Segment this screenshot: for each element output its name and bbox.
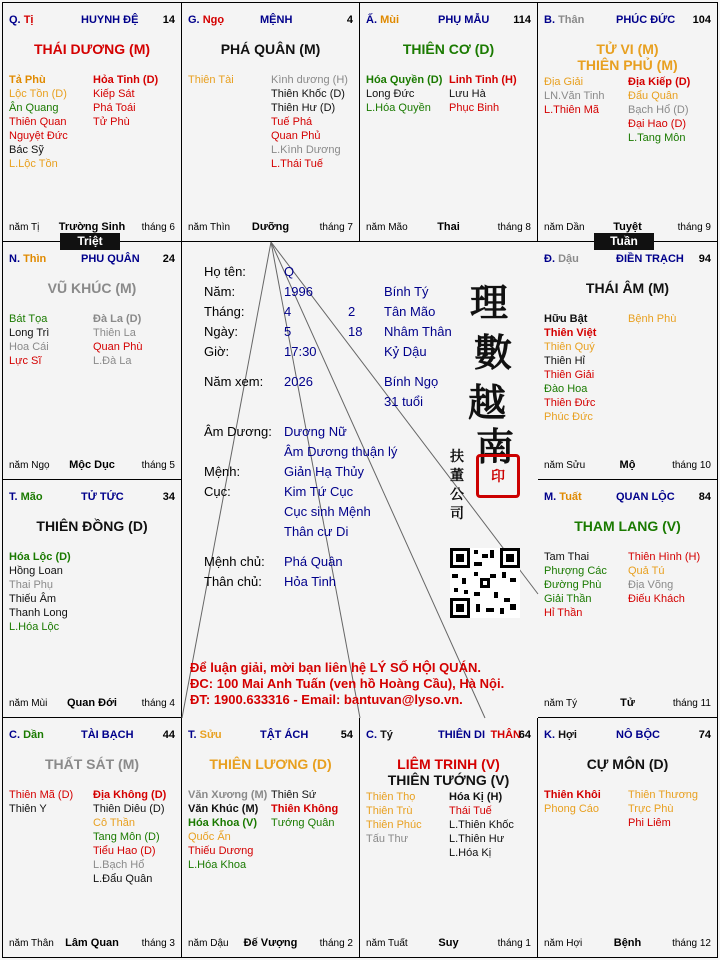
life-stage: Trường Sinh — [58, 221, 126, 233]
minor-star: Hỏa Tinh (D) — [93, 74, 159, 86]
minor-star: Hỉ Thần — [544, 607, 583, 619]
minor-star: L.Kình Dương — [271, 144, 341, 156]
tuan-tag: Tuần — [594, 233, 654, 250]
month-label: tháng 7 — [319, 222, 353, 233]
minor-star: Địa Giải — [544, 76, 584, 88]
palace-number: 84 — [698, 491, 711, 503]
main-star: LIÊM TRINH (V) — [397, 756, 500, 772]
label-thang: Tháng: — [204, 304, 245, 319]
label-ngay: Ngày: — [204, 324, 238, 339]
minor-star: Thiên Khôi — [544, 789, 601, 801]
palace-branch: C. Tý — [366, 729, 393, 741]
minor-star: Thiên Việt — [544, 327, 597, 339]
minor-star: Bạch Hổ (D) — [628, 104, 689, 116]
year-label: năm Tị — [9, 222, 40, 233]
palace-name: NÔ BỘC — [616, 729, 660, 741]
value-than-cu: Thân cư Di — [284, 524, 349, 539]
minor-star: Thiên Giải — [544, 369, 595, 381]
calligraphy-char-2: 數 — [474, 330, 513, 375]
calligraphy-char-1: 理 — [470, 280, 509, 325]
value-menh: Giản Hạ Thủy — [284, 464, 364, 479]
minor-star: Hoa Cái — [9, 341, 49, 353]
palace-name: PHU QUÂN — [81, 253, 140, 265]
main-star: THÁI ÂM (M) — [585, 280, 670, 296]
minor-star: Tiểu Hao (D) — [93, 845, 156, 857]
minor-star: Thiên La — [93, 327, 136, 339]
life-stage: Suy — [438, 937, 459, 949]
minor-star: Phá Toái — [93, 102, 136, 114]
calligraphy-char-4: 南 — [476, 424, 515, 469]
value-ho-ten: Q — [284, 264, 295, 279]
palace-number: 54 — [340, 729, 353, 741]
label-am-duong: Âm Dương: — [204, 424, 272, 439]
value-ngay-dl: 5 — [284, 324, 292, 339]
month-label: tháng 11 — [672, 698, 711, 709]
minor-star: Hóa Quyền (D) — [366, 74, 443, 86]
minor-star: L.Đẩu Quân — [93, 873, 153, 885]
minor-star: L.Hóa Lộc — [9, 621, 60, 633]
minor-star: Phong Cáo — [544, 803, 600, 815]
main-star: THIÊN TƯỚNG (V) — [387, 772, 510, 788]
month-label: tháng 1 — [497, 938, 531, 949]
minor-star: L.Tang Môn — [628, 132, 686, 144]
minor-star: Quan Phù — [93, 341, 143, 353]
value-menh-chu: Phá Quân — [284, 554, 343, 569]
label-than-chu: Thân chủ: — [204, 574, 262, 589]
palace-number: 104 — [692, 14, 711, 26]
minor-star: LN.Văn Tinh — [544, 90, 605, 102]
minor-star: Thái Tuế — [449, 805, 492, 817]
minor-star: Hóa Lộc (D) — [9, 551, 71, 563]
minor-star: Thiên Quý — [544, 341, 595, 353]
label-gio: Giờ: — [204, 344, 230, 359]
palace-name: MỆNH — [260, 14, 293, 26]
minor-star: L.Đà La — [93, 355, 132, 367]
main-star: THẤT SÁT (M) — [44, 756, 140, 772]
palace-branch: C. Dần — [9, 729, 44, 741]
month-label: tháng 12 — [672, 938, 711, 949]
month-label: tháng 10 — [672, 460, 711, 471]
minor-star: Tam Thai — [544, 551, 590, 563]
label-nam-xem: Năm xem: — [204, 374, 264, 389]
minor-star: Thiên Trù — [366, 805, 413, 817]
minor-star: L.Hóa Kị — [449, 847, 492, 859]
palace-branch: Q. Tị — [9, 14, 34, 26]
minor-star: Thiên Diêu (D) — [93, 803, 165, 815]
year-label: năm Dần — [544, 222, 585, 233]
value-nam: 1996 — [284, 284, 313, 299]
minor-star: Lộc Tồn (D) — [9, 88, 67, 100]
palace-branch: M. Tuất — [544, 491, 582, 503]
palace-number: 34 — [162, 491, 175, 503]
minor-star: Tuế Phá — [271, 116, 313, 128]
value-thang-dl: 4 — [284, 304, 292, 319]
minor-star: Thiên Khốc (D) — [271, 88, 345, 100]
palace-branch: Ấ. Mùi — [366, 14, 400, 26]
minor-star: Văn Khúc (M) — [188, 803, 259, 815]
palace-name: TỬ TỨC — [81, 491, 124, 503]
main-star: THIÊN PHỦ (M) — [577, 57, 678, 73]
main-star: CỰ MÔN (D) — [586, 756, 669, 772]
minor-star: Cô Thần — [93, 817, 135, 829]
minor-star: Thiên Phúc — [366, 819, 422, 831]
minor-star: Lưu Hà — [449, 88, 486, 100]
minor-star: Phục Binh — [449, 102, 500, 114]
minor-star: Quan Phủ — [271, 130, 321, 142]
red-seal-stamp: 印 — [476, 454, 520, 498]
value-nam-can-chi: Bính Tý — [384, 284, 429, 299]
main-star: THIÊN LƯƠNG (D) — [209, 756, 332, 772]
qr-code[interactable] — [450, 548, 520, 618]
minor-star: Thiên Y — [9, 803, 47, 815]
palace-number: 94 — [698, 253, 711, 265]
life-stage: Lâm Quan — [65, 937, 119, 949]
main-star: THIÊN ĐỒNG (D) — [36, 518, 148, 534]
main-star: TỬ VI (M) — [596, 41, 659, 57]
minor-star: Đại Hao (D) — [628, 118, 687, 130]
minor-star: Thiên Thương — [628, 789, 699, 801]
palace-branch: T. Mão — [9, 491, 43, 503]
label-ho-ten: Họ tên: — [204, 264, 246, 279]
palace-branch: B. Thân — [544, 14, 585, 26]
month-label: tháng 4 — [141, 698, 175, 709]
minor-star: Tướng Quân — [271, 817, 335, 829]
minor-star: Bệnh Phù — [628, 313, 677, 325]
month-label: tháng 9 — [677, 222, 711, 233]
calligraphy-small: 扶 董 公 司 — [450, 449, 464, 522]
palace-name: HUYNH ĐỆ — [81, 14, 139, 26]
minor-star: Bát Tọa — [9, 313, 48, 325]
minor-star: Hóa Kị (H) — [449, 791, 503, 803]
minor-star: Ân Quang — [9, 102, 59, 114]
minor-star: Địa Kiếp (D) — [628, 76, 691, 88]
minor-star: Đẩu Quân — [628, 90, 679, 102]
label-menh: Mệnh: — [204, 464, 241, 479]
palace-name: QUAN LỘC — [616, 491, 675, 503]
main-star: THÁI DƯƠNG (M) — [33, 41, 151, 57]
value-gio: 17:30 — [284, 344, 317, 359]
palace-number: 44 — [162, 729, 175, 741]
minor-star: Tử Phù — [93, 116, 130, 128]
month-label: tháng 8 — [497, 222, 531, 233]
value-tuoi: 31 tuổi — [384, 394, 424, 409]
year-label: năm Ngọ — [9, 460, 50, 471]
minor-star: Đà La (D) — [93, 313, 142, 325]
minor-star: Đường Phù — [544, 579, 602, 591]
minor-star: L.Bạch Hổ — [93, 859, 145, 871]
minor-star: Thiếu Dương — [188, 845, 254, 857]
year-label: năm Mùi — [9, 698, 48, 709]
life-stage: Đế Vượng — [243, 937, 298, 949]
palace-branch: G. Ngọ — [188, 14, 225, 26]
year-label: năm Dậu — [188, 938, 229, 949]
palace-number: 4 — [346, 14, 353, 26]
minor-star: Thiên Mã (D) — [9, 789, 74, 801]
year-label: năm Thìn — [188, 222, 231, 233]
palace-branch: Đ. Dậu — [544, 253, 579, 265]
minor-star: Thiên Tài — [188, 74, 234, 86]
minor-star: L.Hóa Khoa — [188, 859, 247, 871]
minor-star: Địa Không (D) — [93, 789, 167, 801]
palace-branch: N. Thìn — [9, 253, 47, 265]
label-cuc: Cục: — [204, 484, 231, 499]
minor-star: Phúc Đức — [544, 411, 593, 423]
minor-star: Thiếu Âm — [9, 593, 57, 605]
life-stage: Tuyệt — [613, 221, 642, 233]
year-label: năm Mão — [366, 222, 408, 233]
label-menh-chu: Mệnh chủ: — [204, 554, 265, 569]
minor-star: Phi Liêm — [628, 817, 671, 829]
minor-star: Tang Môn (D) — [93, 831, 160, 843]
minor-star: L.Lộc Tồn — [9, 158, 58, 170]
life-stage: Bệnh — [613, 937, 642, 949]
minor-star: Kình dương (H) — [271, 74, 348, 86]
palace-number: 114 — [513, 14, 531, 26]
minor-star: Giải Thần — [544, 593, 592, 605]
contact-line-1: Để luận giải, mời bạn liên hệ LÝ SỐ HỘI QUÁN. — [190, 660, 481, 675]
minor-star: Hóa Khoa (V) — [188, 817, 258, 829]
minor-star: L.Thiên Khốc — [449, 819, 514, 831]
life-stage: Thai — [437, 221, 460, 233]
calligraphy-char-3: 越 — [468, 380, 507, 425]
minor-star: Lực Sĩ — [9, 355, 42, 367]
minor-star: Quốc Ấn — [188, 831, 231, 843]
main-star: PHÁ QUÂN (M) — [220, 41, 321, 57]
main-star: VŨ KHÚC (M) — [47, 280, 137, 296]
contact-line-2: ĐC: 100 Mai Anh Tuấn (ven hồ Hoàng Cầu), Hà Nội. — [190, 676, 505, 691]
year-label: năm Tuất — [366, 938, 408, 949]
minor-star: Long Trì — [9, 327, 50, 339]
palace-branch: T. Sửu — [188, 729, 222, 741]
minor-star: Hữu Bật — [544, 313, 588, 325]
minor-star: Địa Võng — [628, 579, 674, 591]
year-label: năm Sửu — [544, 460, 586, 471]
minor-star: L.Thiên Mã — [544, 104, 600, 116]
year-label: năm Thân — [9, 938, 54, 949]
minor-star: L.Thái Tuế — [271, 158, 323, 170]
minor-star: Thiên Hư (D) — [271, 102, 336, 114]
minor-star: Nguyệt Đức — [9, 130, 68, 142]
palace-name: THIÊN DI — [438, 729, 486, 741]
label-nam: Năm: — [204, 284, 236, 299]
value-nam-xem: 2026 — [284, 374, 313, 389]
palace-number: 74 — [698, 729, 711, 741]
value-gio-can-chi: Kỷ Dậu — [384, 344, 427, 359]
life-stage: Quan Đới — [67, 697, 117, 709]
contact-line-3[interactable]: ĐT: 1900.633316 - Email: bantuvan@lyso.vn. — [190, 692, 463, 707]
minor-star: Quả Tú — [628, 565, 665, 577]
month-label: tháng 6 — [141, 222, 175, 233]
life-stage: Mộ — [619, 459, 636, 471]
palace-name: TÀI BẠCH — [81, 729, 134, 741]
value-nam-xem-can-chi: Bính Ngọ — [384, 374, 439, 389]
minor-star: Thiên Đức — [544, 397, 596, 409]
palace-number: 24 — [162, 253, 175, 265]
palace-number: 64 — [518, 729, 531, 741]
minor-star: Thiên Hỉ — [544, 355, 585, 367]
minor-star: Long Đức — [366, 88, 415, 100]
value-cuc-sinh: Cục sinh Mệnh — [284, 504, 371, 519]
month-label: tháng 3 — [141, 938, 175, 949]
minor-star: Kiếp Sát — [93, 88, 135, 100]
main-star: THAM LANG (V) — [574, 518, 681, 534]
minor-star: L.Hóa Quyền — [366, 102, 431, 114]
value-am-duong-ly: Âm Dương thuận lý — [284, 444, 398, 459]
minor-star: Tả Phù — [9, 74, 46, 86]
minor-star: Thai Phụ — [9, 579, 54, 591]
minor-star: Thiên Thọ — [366, 791, 416, 803]
than-marker: THÂN — [490, 729, 521, 741]
minor-star: Bác Sỹ — [9, 144, 44, 156]
minor-star: Văn Xương (M) — [188, 789, 268, 801]
value-thang-can-chi: Tân Mão — [384, 304, 436, 319]
minor-star: Linh Tinh (H) — [449, 74, 517, 86]
minor-star: Phượng Các — [544, 565, 607, 577]
minor-star: Đào Hoa — [544, 383, 588, 395]
palace-name: PHỤ MẪU — [438, 14, 490, 26]
minor-star: Thiên Quan — [9, 116, 67, 128]
minor-star: Thiên Sứ — [271, 789, 317, 801]
minor-star: Điếu Khách — [628, 593, 685, 605]
minor-star: Trực Phù — [628, 803, 674, 815]
palace-number: 14 — [162, 14, 175, 26]
life-stage: Tử — [620, 697, 635, 709]
value-than-chu: Hỏa Tinh — [284, 574, 337, 589]
life-stage: Mộc Dục — [69, 459, 115, 471]
year-label: năm Hợi — [544, 938, 583, 949]
palace-name: PHÚC ĐỨC — [616, 14, 676, 26]
minor-star: Thiên Hình (H) — [628, 551, 701, 563]
triet-tag: Triệt — [60, 233, 120, 250]
minor-star: Thiên Không — [271, 803, 339, 815]
minor-star: L.Thiên Hư — [449, 833, 505, 845]
value-am-duong: Dương Nữ — [284, 424, 347, 439]
palace-branch: K. Hợi — [544, 729, 577, 741]
value-cuc: Kim Tứ Cục — [284, 484, 354, 499]
main-star: THIÊN CƠ (D) — [402, 41, 495, 57]
minor-star: Hồng Loan — [9, 565, 63, 577]
month-label: tháng 5 — [141, 460, 175, 471]
palace-name: ĐIỀN TRẠCH — [616, 253, 684, 265]
value-ngay-al: 18 — [348, 324, 363, 339]
month-label: tháng 2 — [319, 938, 353, 949]
year-label: năm Tý — [544, 698, 578, 709]
minor-star: Tấu Thư — [366, 833, 409, 845]
life-stage: Dưỡng — [251, 221, 290, 233]
value-ngay-can-chi: Nhâm Thân — [384, 324, 452, 339]
minor-star: Thanh Long — [9, 607, 68, 619]
palace-name: TẬT ÁCH — [260, 729, 309, 741]
value-thang-al: 2 — [348, 304, 356, 319]
